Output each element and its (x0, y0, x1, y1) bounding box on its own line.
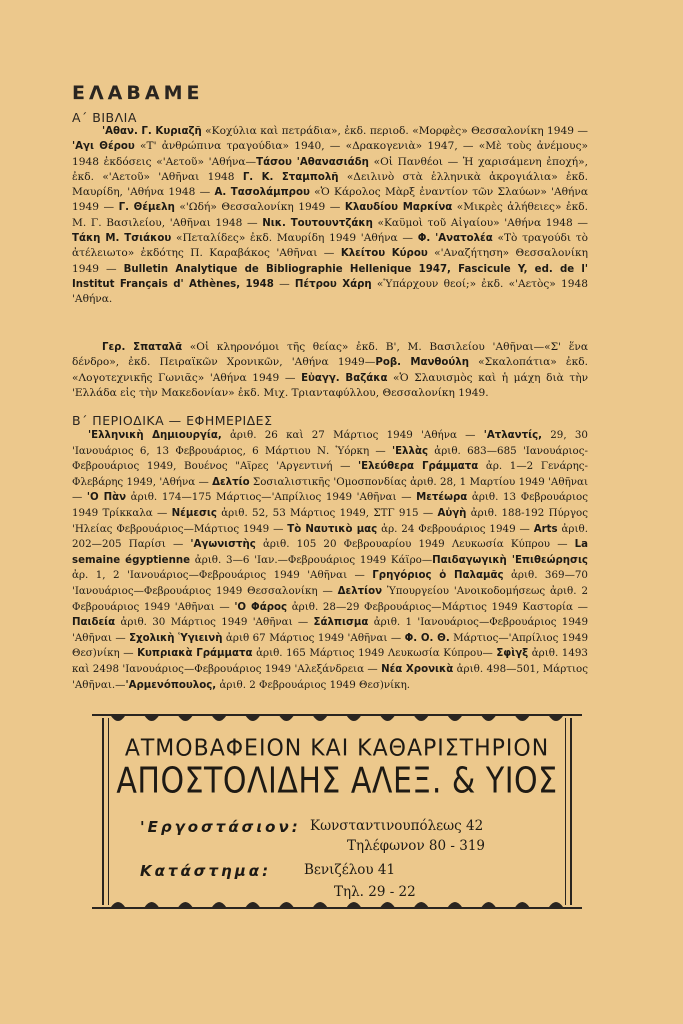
entry-name: Κλαυδίου Μαρκίνα (344, 202, 453, 214)
entry-text: «Δειλινὸ στὰ ἑλληνικὰ ἀκρογιάλια» ἐκδ. Μαυρίδη, 'Αθήνα 1948 — (72, 170, 592, 199)
entry-text: ἀριθ. 202—205 Παρίσι — (72, 522, 592, 551)
entry-name: Νέα Χρονικὰ (381, 663, 454, 675)
entry-text: «Τὸ τραγούδι τὸ ἀτέλειωτο» ἐκδότης Π. Καραβάκος 'Αθῆναι — (72, 232, 592, 260)
entry-text: ἀριθ. 3—6 'Ιαν.—Φεβρουάριος 1949 Κάϊρο— (189, 553, 433, 566)
entry-text: ἀρ. 24 Φεβρουάριος 1949 — (377, 522, 534, 535)
entry-text: «Καϋμοὶ τοῦ Αἰγαίου» 'Αθήνα 1948 — (372, 216, 592, 229)
entry-name: Ροβ. Μανθούλη (375, 357, 469, 369)
entry-text: «Οἱ κληρονόμοι τῆς θείας» ἐκδ. Β', Μ. Βασιλείου 'Αθῆναι—«Σ' ἕνα δένδρο», ἐκδ. Πειραϊκῶν Χρονικῶν, 'Αθήνα 1949— (72, 341, 592, 369)
entry-name: 'Ο Πὰν (86, 492, 127, 504)
entry-text: ἀριθ. 369—70 'Ιανουάριος—Φεβρουάριος 1949 Θεσσαλονίκη — (72, 569, 592, 597)
entry-name: Γ. Κ. Σταμπολῆ (242, 171, 339, 183)
section-heading-periodicals: Β΄ ΠΕΡΙΟΔΙΚΑ — ΕΦΗΜΕΡΙΔΕΣ (72, 413, 273, 428)
entry-text: ἀριθ. 1 'Ιανουάριος—Φεβρουάριος 1949 'Αθῆναι — (72, 616, 592, 644)
entry-text: ἀριθ. 52, 53 Μάρτιος 1949, ΣΤΓ 915 — (216, 506, 438, 519)
entry-text: ἀριθ. 30 Μάρτιος 1949 'Αθῆναι — (115, 616, 314, 629)
entry-text: «Μικρὲς ἀλήθειες» ἐκδ. Μ. Γ. Βασιλείου, 'Αθῆναι 1948 — (72, 201, 592, 229)
ad-shop-label: Κατάστημα: (140, 862, 272, 880)
entry-name: 'Ο Φάρος (234, 601, 288, 613)
entry-name: Αὐγὴ (437, 507, 467, 519)
entry-name: Bulletin Analytique de Bibliographie Hellenique 1947, Fascicule Y, ed. de l' Institut Français d' Athènes, 1948 (72, 263, 592, 290)
ad-factory-label: 'Εργοστάσιον: (140, 818, 301, 836)
entry-name: 'Ελεύθερα Γράμματα (358, 461, 479, 473)
entry-name: Α. Τασολάμπρου (214, 187, 310, 199)
entry-name: Τάσου 'Αθανασιάδη (256, 156, 369, 168)
entry-text: «Ὑπάρχουν θεοί;» ἐκδ. «'Αετὸς» 1948 'Αθήνα. (72, 277, 592, 306)
periodicals-paragraph (72, 428, 592, 693)
entry-name: Φ. 'Ανατολέα (417, 233, 493, 245)
entry-name: Σχολικὴ Ὑγιεινὴ (129, 632, 223, 644)
entry-name: Φ. Ο. Θ. (404, 632, 450, 644)
entry-text: «Ὁ Κάρολος Μὰρξ ἐναντίον τῶν Σλαύων» 'Αθήνα 1949 — (72, 186, 592, 214)
entry-name: Γερ. Σπαταλᾶ (102, 342, 183, 353)
entry-name: Σφὶγξ (496, 648, 529, 660)
entry-text: ἀρ. 1, 2 'Ιανουάριος—Φεβρουάριος 1949 'Αθῆναι — (72, 553, 592, 582)
entry-text: «Οἱ Πανθέοι — Ἡ χαρισάμενη ἐποχή», ἐκδ. «'Αετοῦ» 'Αθῆναι 1948 (72, 155, 592, 183)
entry-text: ἀριθ. 13 Φεβρουάριος 1949 Τρίκκαλα — (72, 491, 592, 519)
entry-text: ἀριθ 67 Μάρτιος 1949 'Αθῆναι — (222, 631, 405, 644)
entry-text: «'Αναζήτηση» Θεσσαλονίκη 1949 — (72, 247, 592, 275)
entry-name: Κλείτου Κύρου (340, 248, 428, 260)
entry-name: Εὐαγγ. Βαζάκα (301, 372, 388, 384)
entry-name: 'Αγι Θέρου (72, 141, 135, 153)
entry-name: Γρηγόριος ὁ Παλαμᾶς (372, 570, 504, 582)
entry-name: Παιδαγωγικὴ 'Επιθεώρησις (432, 554, 588, 566)
page-title: ΕΛΑΒΑΜΕ (72, 82, 204, 104)
entry-text: «Ὁ Σλαυισμὸς καὶ ἡ μάχη διὰ τὴν 'Ελλάδα εἰς τὴν Μακεδονίαν» ἐκδ. Μιχ. Τριανταφύλλου, Θεσσαλονίκη 1949. (72, 371, 592, 399)
entry-text: «Κοχύλια καὶ πετράδια», ἐκδ. περιοδ. «Μορφὲς» Θεσσαλονίκη 1949 — (201, 125, 592, 137)
ad-business-name: ΑΠΟΣΤΟΛΙΔΗΣ ΑΛΕΞ. & ΥΙΟΣ (116, 760, 558, 803)
entry-text: ἀριθ. 498—501, Μάρτιος 'Αθῆναι.— (72, 662, 592, 691)
entry-name: 'Ελληνικὴ Δημιουργία, (88, 430, 222, 441)
entry-text: 29, 30 'Ιανουάριος 6, 13 Φεβρουάριος, 6 Μάρτιου Ν. Ὑόρκη — (72, 429, 592, 457)
entry-text: Μάρτιος—'Απρίλιος 1949 Θεσ)νίκη — (72, 631, 592, 660)
entry-name: Τὸ Ναυτικὸ μας (287, 523, 378, 535)
entry-text: ἀριθ. 1493 καὶ 2498 'Ιανουάριος—Φεβρουάριος 1949 'Αλεξάνδρεια — (72, 647, 592, 675)
entry-name: Arts (533, 523, 558, 535)
entry-name: Δελτίο (212, 476, 250, 488)
entry-text: — (273, 277, 295, 290)
ad-shop-phone: Τηλ. 29 - 22 (334, 884, 416, 900)
entry-name: Γ. Θέμελη (118, 202, 175, 214)
entry-text: ἀριθ. 683—685 'Ιανουάριος-Φεβρουάριος 1949, Βουένος "Αϊρες 'Αργεντινή — (72, 444, 588, 473)
ad-bottom-scallops (102, 899, 572, 907)
entry-text: ἀριθ. 188-192 Πύργος 'Ηλείας Φεβρουάριος—Μάρτιος 1949 — (72, 506, 592, 535)
entry-text: Ὑπουργείου 'Ανοικοδομήσεως ἀριθ. 2 Φεβρουάριος 1949 'Αθῆναι — (72, 584, 592, 613)
entry-name: Σάλπισμα (313, 617, 369, 629)
entry-text: «Πεταλίδες» ἐκδ. Μαυρίδη 1949 'Αθήνα — (171, 232, 418, 245)
entry-name: La semaine égyptienne (72, 539, 592, 566)
ad-factory-phone: Τηλέφωνον 80 - 319 (347, 838, 486, 854)
books-paragraph-2 (72, 340, 592, 401)
entry-text: ἀριθ. 105 20 Φεβρουαρίου 1949 Λευκωσία Κύπρου — (255, 538, 575, 551)
entry-text: «'Ωδή» Θεσσαλονίκη 1949 — (174, 201, 345, 214)
entry-text: ἀρ. 1—2 Γενάρης-Φλεβάρης 1949, 'Αθήνα — (72, 460, 588, 488)
entry-name: 'Ελλὰς (391, 445, 428, 457)
section-heading-books: Α΄ ΒΙΒΛΙΑ (72, 110, 137, 125)
entry-name: Τάκη Μ. Τσιάκου (72, 233, 172, 245)
entry-name: 'Αθαν. Γ. Κυριαζῆ (102, 126, 202, 137)
ad-shop-address: Βενιζέλου 41 (304, 862, 396, 878)
entry-name: Νέμεσις (171, 507, 217, 519)
entry-text: «Σκαλοπάτια» ἐκδ. «Λογοτεχνικῆς Γωνιᾶς» 'Αθήνα 1949 — (72, 356, 592, 384)
entry-name: 'Αγωνιστὴς (190, 539, 256, 551)
entry-text: Σοσιαλιστικῆς 'Ομοσπονδίας ἀριθ. 28, 1 Μαρτίου 1949 'Αθῆναι— (72, 475, 588, 504)
entry-name: 'Αρμενόπουλος, (125, 679, 217, 691)
entry-text: ἀριθ. 2 Φεβρουάριος 1949 Θεσ)νίκη. (216, 678, 411, 691)
entry-name: Πέτρου Χάρη (294, 278, 372, 290)
ad-factory-address: Κωνσταντινουπόλεως 42 (310, 818, 484, 834)
entry-name: Παιδεία (72, 617, 116, 629)
ad-business-type: ΑΤΜΟΒΑΦΕΙΟΝ ΚΑΙ ΚΑΘΑΡΙΣΤΗΡΙΟΝ (124, 735, 550, 762)
ad-bottom-rule (92, 907, 582, 909)
entry-text: ἀριθ. 26 καὶ 27 Μάρτιος 1949 'Αθήνα — (221, 429, 484, 441)
entry-text: ἀριθ. 28—29 Φεβρουάριος—Μάρτιος 1949 Καστορία — (287, 600, 592, 613)
entry-name: 'Ατλαντίς, (483, 430, 542, 441)
books-paragraph-1 (72, 124, 592, 308)
advertisement-box (92, 714, 582, 909)
entry-name: Μετέωρα (416, 492, 468, 504)
entry-text: ἀριθ. 165 Μάρτιος 1949 Λευκωσία Κύπρου— (252, 647, 497, 660)
entry-name: Δελτίον (337, 585, 383, 597)
entry-name: Κυπριακὰ Γράμματα (137, 648, 253, 660)
entry-name: Νικ. Τουτουντζάκη (262, 217, 373, 229)
entry-text: ἀριθ. 174—175 Μάρτιος—'Απρίλιος 1949 'Αθῆναι — (126, 491, 417, 504)
entry-text: «Τ' ἀνθρώπινα τραγούδια» 1940, — «Δρακογενιὰ» 1947, — «Μὲ τοὺς ἀνέμους» 1948 ἐκδόσεις «'Αετοῦ» 'Αθήνα— (72, 140, 592, 168)
